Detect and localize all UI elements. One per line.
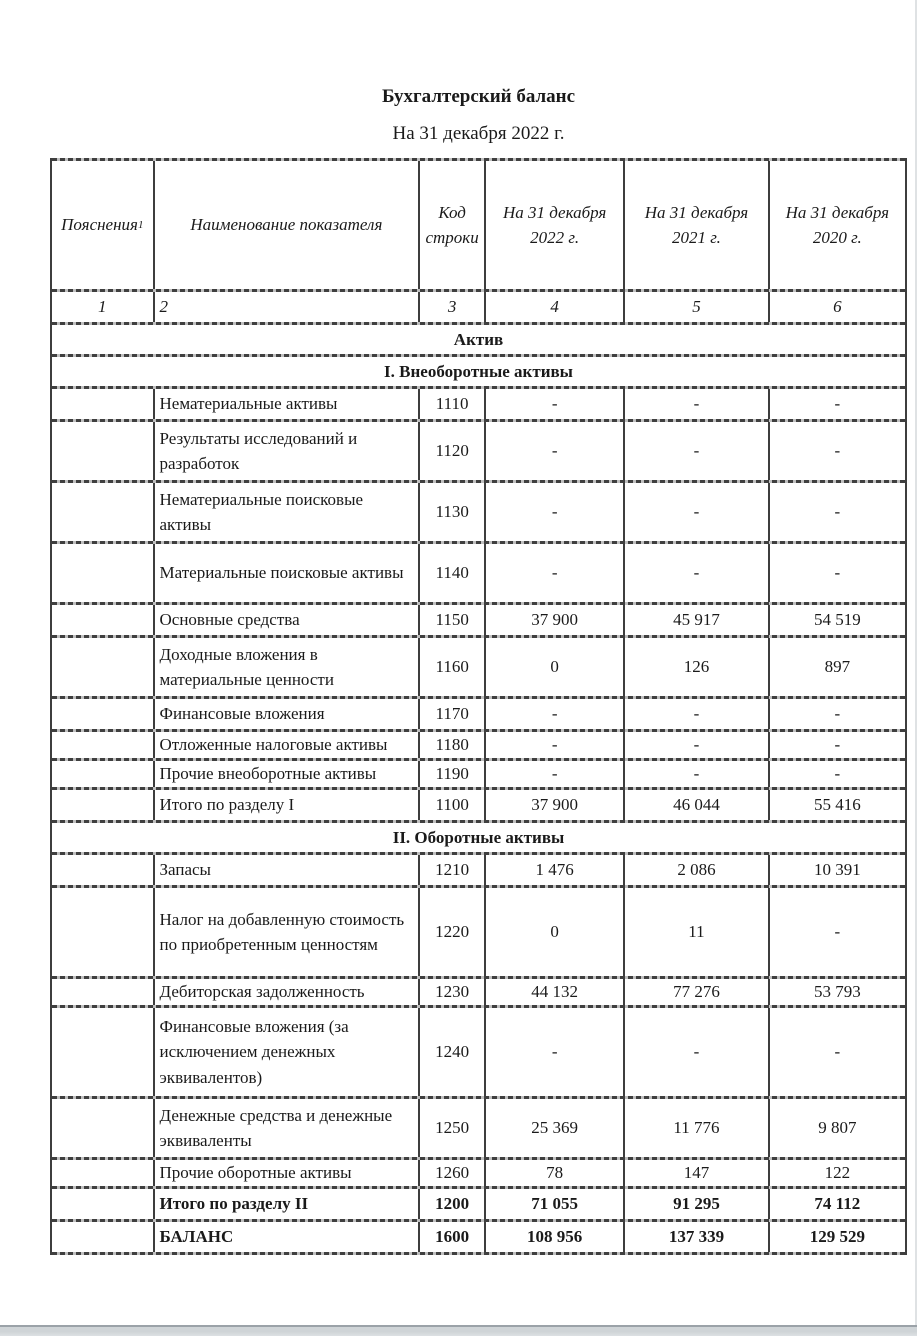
cell-value-2021: 137 339: [625, 1222, 769, 1252]
table-row-1200-total-section2: [52, 1189, 905, 1219]
cell-indicator-name: Итого по разделу II: [155, 1189, 421, 1219]
cell-value-2022: 71 055: [486, 1189, 625, 1219]
cell-indicator-name: Отложенные налоговые активы: [155, 732, 421, 758]
cell-indicator-name: Дебиторская задолженность: [155, 979, 421, 1005]
cell-line-code: 1100: [420, 790, 486, 820]
cell-value-2022: -: [486, 732, 625, 758]
cell-explanations: [52, 638, 155, 696]
document-header: [50, 86, 907, 145]
cell-explanations: [52, 1160, 155, 1186]
cell-value-2021: 11: [625, 888, 769, 976]
cell-explanations: [52, 761, 155, 787]
cell-indicator-name: Финансовые вложения: [155, 699, 421, 729]
cell-explanations: [52, 1099, 155, 1157]
section-row-current-assets: [52, 823, 905, 852]
cell-line-code: 1180: [420, 732, 486, 758]
section-title: Актив: [453, 329, 504, 349]
table-row-1210: [52, 855, 905, 885]
cell-indicator-name: Налог на добавленную стоимость по приобретенным ценностям: [155, 888, 421, 976]
cell-value-2022: -: [486, 699, 625, 729]
cell-explanations: [52, 888, 155, 976]
cell-line-code: 1250: [420, 1099, 486, 1157]
cell-value-2022: 37 900: [486, 790, 625, 820]
header-indicator-name: Наименование показателя: [155, 161, 421, 289]
cell-line-code: 1120: [420, 422, 486, 480]
cell-explanations: [52, 979, 155, 1005]
cell-value-2021: 11 776: [625, 1099, 769, 1157]
cell-indicator-name: Результаты исследований и разработок: [155, 422, 421, 480]
table-row-1110: [52, 389, 905, 419]
cell-value-2022: 1 476: [486, 855, 625, 885]
cell-indicator-name: Нематериальные поисковые активы: [155, 483, 421, 541]
table-row-1220: [52, 888, 905, 976]
section-title: I. Внеоборотные активы: [384, 361, 573, 381]
cell-value-2021: -: [625, 1008, 769, 1096]
cell-line-code: 1140: [420, 544, 486, 602]
cell-value-2022: 108 956: [486, 1222, 625, 1252]
cell-value-2022: -: [486, 389, 625, 419]
cell-value-2021: -: [625, 389, 769, 419]
table-row-1180: [52, 732, 905, 758]
cell-value-2020: -: [834, 764, 841, 784]
table-row-1260: [52, 1160, 905, 1186]
cell-value-2020: -: [834, 563, 841, 583]
balance-table: [50, 158, 907, 1255]
table-row-1100-total-section1: [52, 790, 905, 820]
cell-value-2020: 10 391: [813, 860, 861, 880]
header-date-2022: На 31 декабря 2022 г.: [486, 161, 625, 289]
cell-line-code: 1170: [420, 699, 486, 729]
header-explanations-label: Пояснения: [61, 215, 138, 235]
cell-value-2022: -: [486, 483, 625, 541]
cell-value-2022: 0: [486, 638, 625, 696]
cell-value-2022: 0: [486, 888, 625, 976]
cell-line-code: 1150: [420, 605, 486, 635]
document-title: Бухгалтерский баланс: [381, 86, 576, 107]
column-number: 6: [833, 297, 842, 317]
cell-line-code: 1260: [420, 1160, 486, 1186]
cell-line-code: 1230: [420, 979, 486, 1005]
column-number: 1: [52, 292, 155, 322]
section-title: II. Оборотные активы: [392, 827, 565, 847]
cell-indicator-name: Итого по разделу I: [155, 790, 421, 820]
table-row-1600-balance: [52, 1222, 905, 1252]
cell-explanations: [52, 790, 155, 820]
table-bottom-border: [52, 1252, 905, 1255]
cell-indicator-name: Запасы: [155, 855, 421, 885]
cell-indicator-name: Нематериальные активы: [155, 389, 421, 419]
cell-value-2020: -: [834, 394, 841, 414]
cell-line-code: 1210: [420, 855, 486, 885]
document-subtitle: На 31 декабря 2022 г.: [392, 122, 565, 144]
cell-value-2021: 147: [625, 1160, 769, 1186]
cell-explanations: [52, 483, 155, 541]
cell-value-2021: -: [625, 422, 769, 480]
header-date-2021: На 31 декабря 2021 г.: [625, 161, 769, 289]
cell-indicator-name: Прочие внеоборотные активы: [155, 761, 421, 787]
header-explanations: Пояснения 1: [52, 161, 155, 289]
cell-value-2020: -: [834, 502, 841, 522]
cell-explanations: [52, 1222, 155, 1252]
table-row-1120: [52, 422, 905, 480]
table-row-1190: [52, 761, 905, 787]
column-numbers-row: [52, 292, 905, 322]
cell-value-2020: -: [834, 441, 841, 461]
cell-value-2021: 45 917: [625, 605, 769, 635]
table-row-1250: [52, 1099, 905, 1157]
section-row-aktiv: [52, 325, 905, 354]
cell-explanations: [52, 1008, 155, 1096]
cell-value-2021: 91 295: [625, 1189, 769, 1219]
cell-line-code: 1160: [420, 638, 486, 696]
header-date-2020: На 31 декабря 2020 г.: [785, 202, 890, 247]
cell-explanations: [52, 605, 155, 635]
table-row-1240: [52, 1008, 905, 1096]
cell-line-code: 1220: [420, 888, 486, 976]
cell-value-2021: 46 044: [625, 790, 769, 820]
table-header-row: [52, 161, 905, 289]
cell-line-code: 1240: [420, 1008, 486, 1096]
cell-value-2020: 74 112: [814, 1194, 861, 1214]
cell-value-2020: 53 793: [813, 982, 861, 1002]
cell-value-2020: -: [834, 1042, 841, 1062]
cell-value-2020: -: [834, 735, 841, 755]
cell-line-code: 1110: [420, 389, 486, 419]
horizontal-scrollbar-track[interactable]: [0, 1325, 917, 1336]
cell-value-2022: 44 132: [486, 979, 625, 1005]
cell-value-2021: 126: [625, 638, 769, 696]
cell-value-2020: 9 807: [818, 1118, 857, 1138]
column-number: 2: [155, 292, 421, 322]
column-number: 5: [625, 292, 769, 322]
cell-value-2021: -: [625, 544, 769, 602]
cell-indicator-name: Прочие оборотные активы: [155, 1160, 421, 1186]
cell-line-code: 1190: [420, 761, 486, 787]
cell-value-2020: 122: [824, 1163, 851, 1183]
cell-value-2021: -: [625, 483, 769, 541]
cell-value-2020: 55 416: [813, 795, 861, 815]
cell-explanations: [52, 699, 155, 729]
cell-explanations: [52, 732, 155, 758]
cell-indicator-name: Денежные средства и денежные эквиваленты: [155, 1099, 421, 1157]
table-row-1130: [52, 483, 905, 541]
cell-value-2022: -: [486, 422, 625, 480]
cell-explanations: [52, 855, 155, 885]
header-line-code: Код строки: [420, 161, 486, 289]
table-row-1230: [52, 979, 905, 1005]
cell-value-2022: -: [486, 1008, 625, 1096]
cell-indicator-name: Финансовые вложения (за исключением денежных эквивалентов): [155, 1008, 421, 1096]
cell-value-2020: 54 519: [813, 610, 861, 630]
cell-indicator-name: Основные средства: [155, 605, 421, 635]
column-number: 3: [420, 292, 486, 322]
table-row-1150: [52, 605, 905, 635]
cell-value-2021: 77 276: [625, 979, 769, 1005]
cell-indicator-name: БАЛАНС: [155, 1222, 421, 1252]
cell-value-2021: -: [625, 761, 769, 787]
cell-value-2022: 37 900: [486, 605, 625, 635]
cell-value-2022: -: [486, 544, 625, 602]
cell-line-code: 1600: [420, 1222, 486, 1252]
cell-value-2021: 2 086: [625, 855, 769, 885]
cell-value-2020: -: [834, 922, 841, 942]
cell-line-code: 1130: [420, 483, 486, 541]
cell-value-2022: 78: [486, 1160, 625, 1186]
table-row-1140: [52, 544, 905, 602]
cell-explanations: [52, 1189, 155, 1219]
column-number: 4: [486, 292, 625, 322]
table-row-1160: [52, 638, 905, 696]
cell-indicator-name: Материальные поисковые активы: [155, 544, 421, 602]
cell-value-2021: -: [625, 732, 769, 758]
cell-value-2020: 897: [824, 657, 851, 677]
section-row-noncurrent-assets: [52, 357, 905, 386]
cell-value-2022: -: [486, 761, 625, 787]
cell-explanations: [52, 389, 155, 419]
cell-value-2022: 25 369: [486, 1099, 625, 1157]
cell-explanations: [52, 422, 155, 480]
cell-value-2021: -: [625, 699, 769, 729]
cell-value-2020: -: [834, 704, 841, 724]
cell-value-2020: 129 529: [809, 1227, 865, 1247]
cell-line-code: 1200: [420, 1189, 486, 1219]
table-row-1170: [52, 699, 905, 729]
cell-explanations: [52, 544, 155, 602]
cell-indicator-name: Доходные вложения в материальные ценности: [155, 638, 421, 696]
